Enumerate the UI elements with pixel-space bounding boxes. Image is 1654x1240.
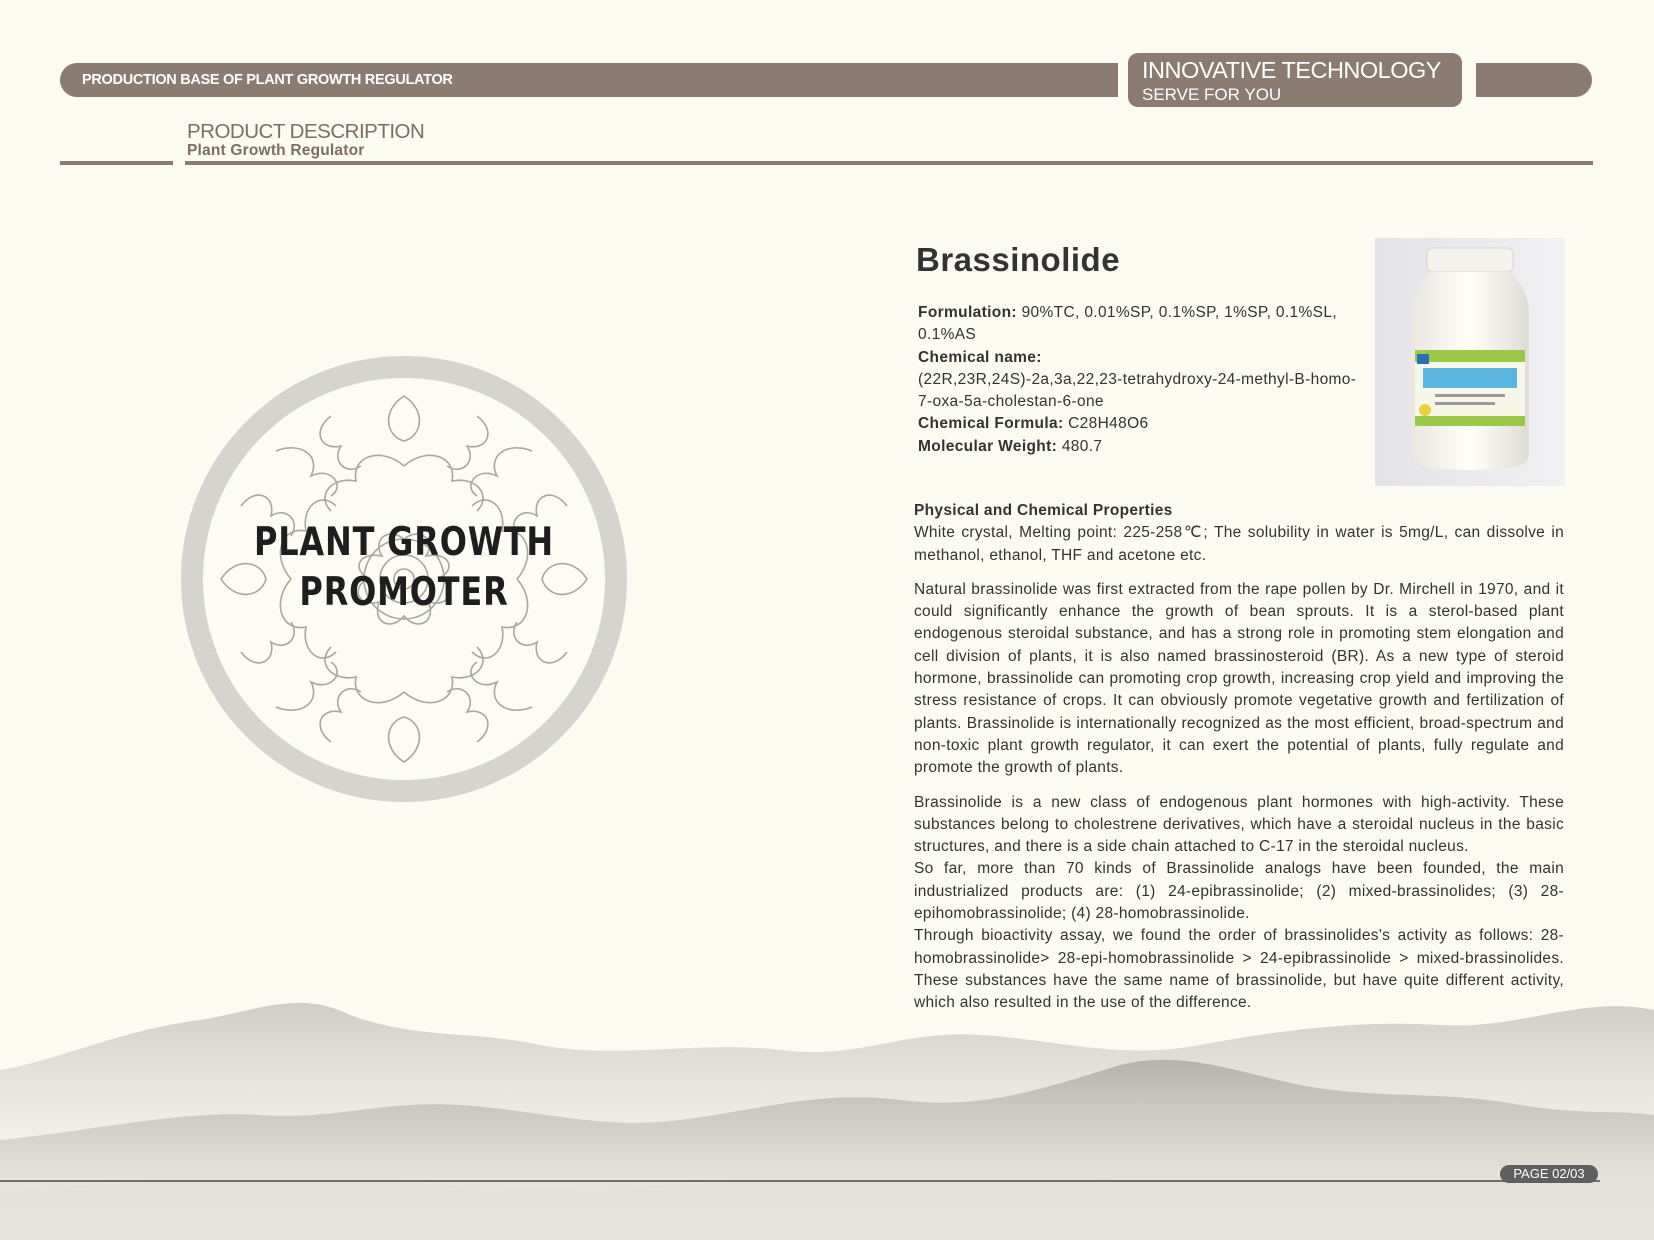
- description-paragraph-4: Through bioactivity assay, we found the order of brassinolides's activity as follows: 28-homobrassinolide> 28-epi-homobrassinolide > 24-epibrassinolide > mixed-brassinolides. These substances have the same name of brassinolide, but have quite different activity, which also resulted in the use of the difference.: [914, 927, 1564, 1012]
- product-specs: [918, 302, 1358, 458]
- product-description: [914, 500, 1564, 1015]
- properties-heading: Physical and Chemical Properties: [914, 502, 1173, 519]
- top-banner: [60, 63, 1118, 97]
- properties-text: White crystal, Melting point: 225-258℃; The solubility in water is 5mg/L, can dissolve in methanol, ethanol, THF and acetone etc.: [914, 524, 1564, 564]
- description-paragraph-3: So far, more than 70 kinds of Brassinolide analogs have been founded, the main industrialized products are: (1) 24-epibrassinolide; (2) mixed-brassinolides; (3) 28-epihomobrassinolide; (4) 28-homobrassinolide.: [914, 860, 1564, 923]
- footer-rule: [0, 1180, 1600, 1182]
- formulation-row: [918, 302, 1358, 347]
- medallion-line2: PROMOTER: [299, 570, 509, 615]
- molecular-weight-value: 480.7: [1057, 437, 1103, 455]
- chemical-formula-label: Chemical Formula:: [918, 415, 1064, 433]
- molecular-weight-label: Molecular Weight:: [918, 437, 1058, 455]
- medallion-title: [221, 518, 587, 618]
- description-paragraph-2: Brassinolide is a new class of endogenous plant hormones with high-activity. These substances belong to cholestrene derivatives, which have a steroidal nucleus in the basic structures, and there is a side chain attached to C-17 in the steroidal nucleus.: [914, 793, 1564, 856]
- plant-growth-medallion: [181, 356, 627, 802]
- banner-text: PRODUCTION BASE OF PLANT GROWTH REGULATOR: [82, 72, 453, 88]
- chemical-name-label: Chemical name:: [918, 348, 1042, 366]
- divider-short: [60, 161, 173, 165]
- section-title: PRODUCT DESCRIPTION: [187, 120, 425, 143]
- divider-long: [185, 161, 1593, 165]
- chemical-name-row: [918, 347, 1358, 369]
- top-banner-end: [1476, 63, 1592, 97]
- chemical-formula-row: [918, 413, 1358, 435]
- description-paragraph-1: Natural brassinolide was first extracted from the rape pollen by Dr. Mirchell in 1970, and it could significantly enhance the growth of bean sprouts. It is a sterol-based plant endogenous steroidal substance, and has a strong role in promoting stem elongation and cell division of plants, it is also named brassinosteroid (BR). As a new type of steroid hormone, brassinolide can promoting crop growth, increasing crop yield and improving the stress resistance of crops. It can obviously promote vegetative growth and fertilization of plants. Brassinolide is internationally recognized as the most efficient, broad-spectrum and non-toxic plant growth regulator, it can exert the potential of plants, fully regulate and promote the growth of plants.: [914, 580, 1564, 777]
- chemical-name-value: (22R,23R,24S)-2a,3a,22,23-tetrahydroxy-24-methyl-B-homo-7-oxa-5a-cholestan-6-one: [918, 370, 1357, 411]
- badge-line2: SERVE FOR YOU: [1142, 85, 1282, 104]
- tagline-badge: [1128, 53, 1462, 107]
- chemical-formula-value: C28H48O6: [1063, 415, 1149, 433]
- section-subtitle: Plant Growth Regulator: [187, 142, 365, 159]
- molecular-weight-row: [918, 436, 1358, 458]
- formulation-label: Formulation:: [918, 304, 1017, 321]
- mountain-landscape-icon: [0, 990, 1654, 1240]
- medallion-line1: PLANT GROWTH: [253, 520, 555, 565]
- product-bottle-icon: [1375, 238, 1565, 486]
- product-name: Brassinolide: [916, 241, 1121, 278]
- formulation-value: 90%TC, 0.01%SP, 0.1%SP, 1%SP, 0.1%SL, 0.1%AS: [918, 304, 1337, 344]
- page-number-badge: PAGE 02/03: [1500, 1165, 1598, 1183]
- product-photo: [1375, 238, 1565, 486]
- badge-line1: INNOVATIVE TECHNOLOGY: [1142, 57, 1441, 83]
